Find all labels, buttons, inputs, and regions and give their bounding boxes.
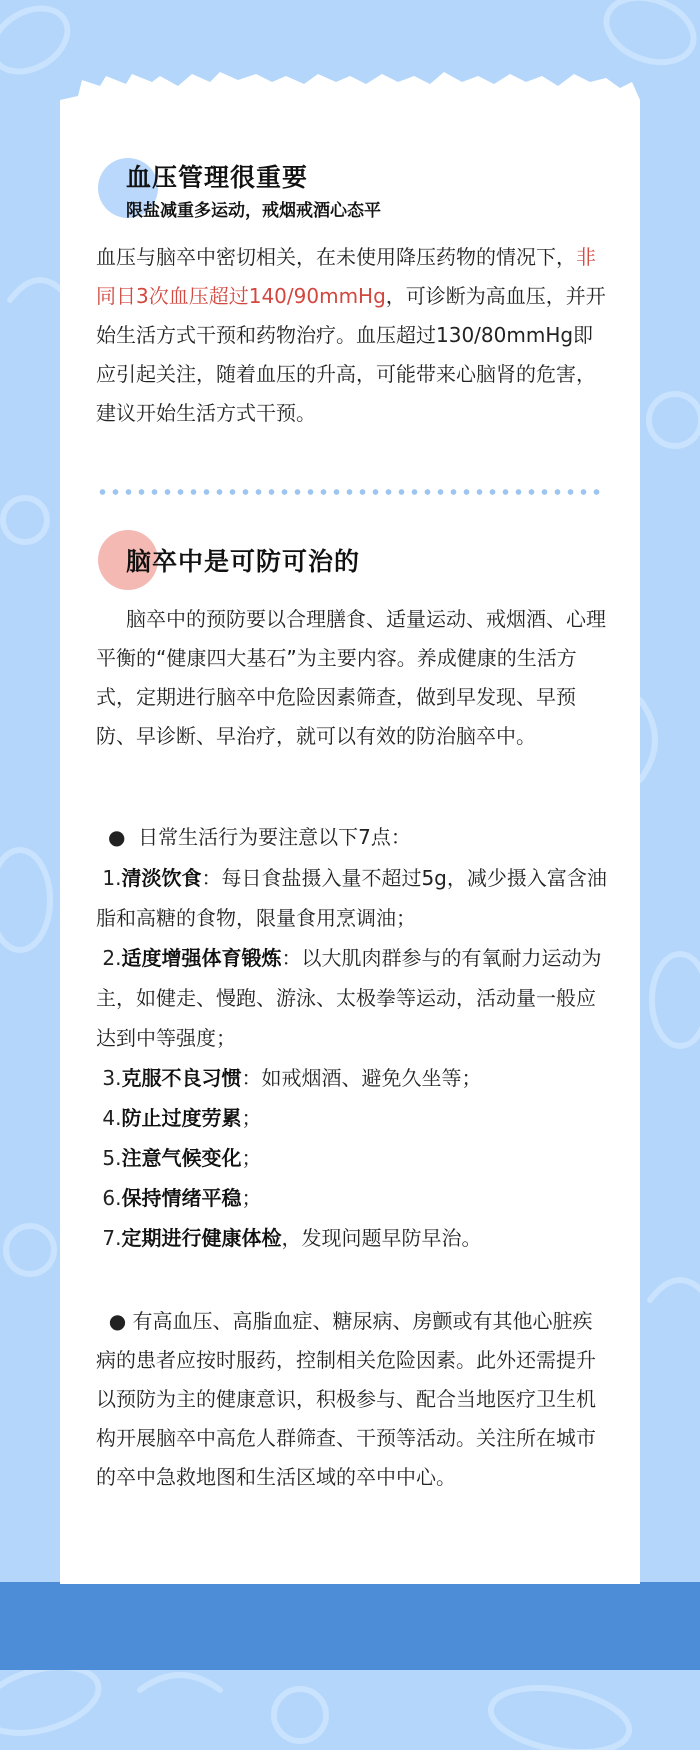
bullet-dot-icon: ● <box>108 825 126 849</box>
bullet-heading <box>108 818 411 857</box>
closing-paragraph <box>96 1302 606 1497</box>
list-item <box>96 1098 608 1138</box>
guideline-list <box>96 858 608 1258</box>
item-number: 1. <box>102 866 122 890</box>
item-keyword: 克服不良习惯 <box>121 1066 242 1090</box>
item-keyword: 清淡饮食 <box>121 866 202 890</box>
torn-paper-edge <box>60 72 640 132</box>
list-item <box>96 1138 608 1178</box>
section-title: 血压管理很重要 <box>126 163 309 192</box>
highlight-text: 非同日3次血压超过140/90mmHg <box>96 245 596 308</box>
item-text: ； <box>241 1186 262 1210</box>
section-subtitle: 限盐减重多运动，戒烟戒酒心态平 <box>126 201 381 221</box>
list-item <box>96 858 608 938</box>
item-text: ：以大肌肉群参与的有氧耐力运动为主，如健走、慢跑、游泳、太极拳等运动，活动量一般应达到中等强度； <box>96 946 602 1050</box>
blood-pressure-paragraph <box>96 238 606 433</box>
item-text: ，发现问题早防早治。 <box>281 1226 482 1250</box>
list-item <box>96 1178 608 1218</box>
paragraph-text: ，可诊断为高血压，并开始生活方式干预和药物治疗。血压超过130/80mmHg即应引起关注，随着血压的升高，可能带来心脑肾的危害，建议开始生活方式干预。 <box>96 284 606 425</box>
dotted-divider <box>96 488 606 496</box>
intro-paragraph: 脑卒中的预防要以合理膳食、适量运动、戒烟酒、心理平衡的“健康四大基石”为主要内容。养成健康的生活方式，定期进行脑卒中危险因素筛查，做到早发现、早预防、早诊断、早治疗，就可以有效的防治脑卒中。 <box>96 607 606 748</box>
item-text: ； <box>241 1146 262 1170</box>
paragraph-text: 血压与脑卒中密切相关，在未使用降压药物的情况下， <box>96 245 576 269</box>
bullet-heading-text: 日常生活行为要注意以下7点： <box>138 825 411 849</box>
list-item <box>96 1058 608 1098</box>
item-number: 4. <box>102 1106 122 1130</box>
item-keyword: 保持情绪平稳 <box>121 1186 242 1210</box>
item-number: 5. <box>102 1146 122 1170</box>
item-text: ； <box>241 1106 262 1130</box>
item-number: 3. <box>102 1066 122 1090</box>
section-title: 脑卒中是可防可治的 <box>126 547 361 576</box>
closing-text: 有高血压、高脂血症、糖尿病、房颤或有其他心脏疾病的患者应按时服药，控制相关危险因素。此外还需提升以预防为主的健康意识，积极参与、配合当地医疗卫生机构开展脑卒中高危人群筛查、干预等活动。关注所在城市的卒中急救地图和生活区域的卒中中心。 <box>96 1309 596 1489</box>
item-number: 7. <box>102 1226 122 1250</box>
item-keyword: 注意气候变化 <box>121 1146 242 1170</box>
item-number: 6. <box>102 1186 122 1210</box>
item-keyword: 定期进行健康体检 <box>121 1226 282 1250</box>
item-text: ：如戒烟酒、避免久坐等； <box>241 1066 482 1090</box>
item-number: 2. <box>102 946 122 970</box>
bullet-dot-icon: ● <box>96 1309 133 1333</box>
item-keyword: 防止过度劳累 <box>121 1106 242 1130</box>
item-keyword: 适度增强体育锻炼 <box>121 946 282 970</box>
list-item <box>96 938 608 1058</box>
item-text: ：每日食盐摄入量不超过5g，减少摄入富含油脂和高糖的食物，限量食用烹调油； <box>96 866 607 930</box>
bottom-band <box>0 1582 700 1670</box>
list-item <box>96 1218 608 1258</box>
